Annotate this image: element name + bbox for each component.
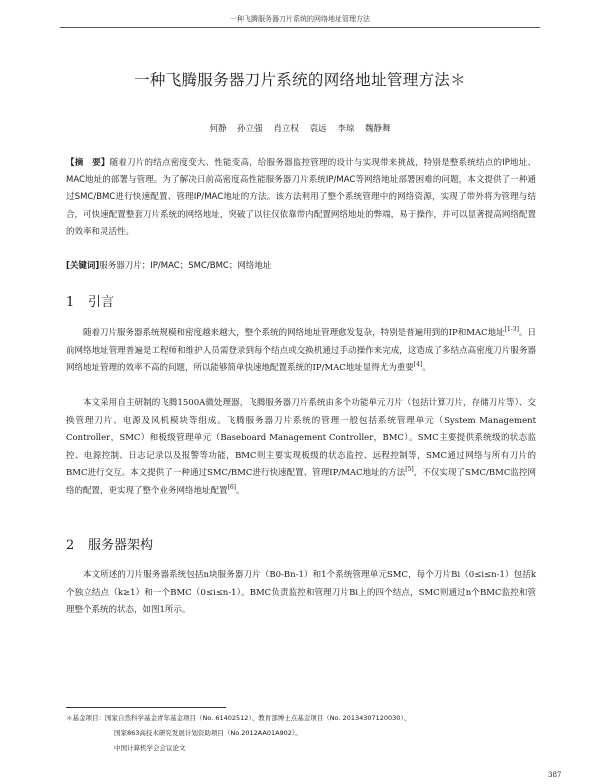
footnote-line: 国家863高技术研究发展计划资助项目（No.2012AA01A902）。	[114, 729, 302, 737]
paragraph-text: 本文采用自主研制的飞腾1500A微处理器，飞腾服务器刀片系统由多个功能单元刀片（包括计算刀片，存储刀片等）、交换管理刀片、电源及风机模块等组成。飞腾服务器刀片系统的管理一般包括系统管理单元（System Management Controller，SMC）和板级管理单元（Baseboard Management Controller，BMC）。SMC主要提供系统级的状态监控、电源控制、日志记录以及报警等功能，BMC则主要实现板级的状态监控、远程控制等，SMC通过网络与所有刀片的BMC进行交互。本文提供了一种通过SMC/BMC进行快速配置、管理IP/MAC地址的方法	[66, 398, 536, 478]
paragraph	[66, 567, 536, 620]
abstract	[66, 155, 536, 241]
paragraph-text: 。日前网络地址管理普遍是工程师和维护人员需登录到每个结点或交换机通过手动操作来完成，这造成了多结点高密度刀片服务器网络地址管理的效率不高的问题，所以能够简单快速地配置系统的IP/MAC地址显得尤为重要	[66, 328, 536, 373]
page-number: 387	[548, 771, 562, 779]
running-header: 一种飞腾服务器刀片系统的网络地址管理方法	[60, 14, 540, 28]
author: 孙立强	[237, 124, 263, 134]
footnote-line: 中国计算机学会会议论文	[114, 744, 186, 752]
paragraph-text: 。	[422, 363, 431, 373]
footnote	[66, 711, 536, 756]
citation: [1-3]	[504, 326, 519, 334]
section-heading-architecture	[66, 534, 153, 553]
paragraph-text: ，不仅实现了SMC/BMC监控网络的配置，更实现了整个业务网络地址配置	[66, 468, 536, 496]
footnote-divider	[66, 707, 226, 708]
citation: [6]	[227, 483, 237, 491]
section-heading-introduction	[66, 291, 114, 310]
keywords-label: [关键词]	[66, 261, 100, 271]
author: 李琼	[337, 124, 355, 134]
author: 袁远	[309, 124, 327, 134]
section-number: 1	[66, 295, 75, 310]
keywords-text: 服务器刀片；IP/MAC；SMC/BMC；网络地址	[99, 261, 272, 271]
section-title: 引言	[88, 295, 115, 310]
paragraph	[66, 325, 536, 378]
citation: [5]	[405, 466, 414, 474]
author-list	[60, 122, 540, 134]
paper-title: 一种飞腾服务器刀片系统的网络地址管理方法＊	[134, 71, 466, 89]
keywords	[66, 258, 536, 275]
citation: [4]	[413, 361, 423, 369]
paragraph-text: 本文所述的刀片服务器系统包括n块服务器刀片（B0-Bn-1）和1个系统管理单元SMC，每个刀片Bi（0≤i≤n-1）包括k个独立结点（k≥1）和一个BMC（0≤i≤n-1）。BMC负责监控和管理刀片Bi上的四个结点，SMC则通过n个BMC监控和管理整个系统的状态，如图1所示。	[66, 570, 536, 615]
author: 肖立权	[273, 124, 299, 134]
abstract-label: 【摘 要】	[66, 158, 110, 168]
paragraph-text: 随着刀片服务器系统规模和密度越来越大，整个系统的网络地址管理愈发复杂，特别是普遍用到的IP和MAC地址	[83, 328, 505, 338]
author: 何静	[209, 124, 227, 134]
footnote-line: ＊基金项目：国家自然科学基金青年基金项目（No. 61402512）、教育部博士点基金项目（No. 20134307120030）、	[66, 714, 411, 722]
author: 魏静舞	[365, 124, 391, 134]
paragraph-text: 。	[236, 485, 245, 496]
paragraph	[66, 395, 536, 500]
abstract-text: 随着刀片的结点密度变大、性能变高，给服务器监控管理的设计与实现带来挑战，特别是整系统结点的IP地址、MAC地址的部署与管理。为了解决日前高密度高性能服务器刀片系统IP/MAC等网络地址部署困难的问题，本文提供了一种通过SMC/BMC进行快速配置、管理IP/MAC地址的方法。该方法利用了整个系统管理中的网络资源，实现了带外将为管理与结合，可快速配置整套刀片系统的网络地址，突破了以往仅依靠带内配置网络地址的弊端，易于操作，并可以显著提高网络配置的效率和灵活性。	[66, 158, 536, 237]
section-title: 服务器架构	[88, 538, 154, 553]
section-number: 2	[66, 538, 75, 553]
